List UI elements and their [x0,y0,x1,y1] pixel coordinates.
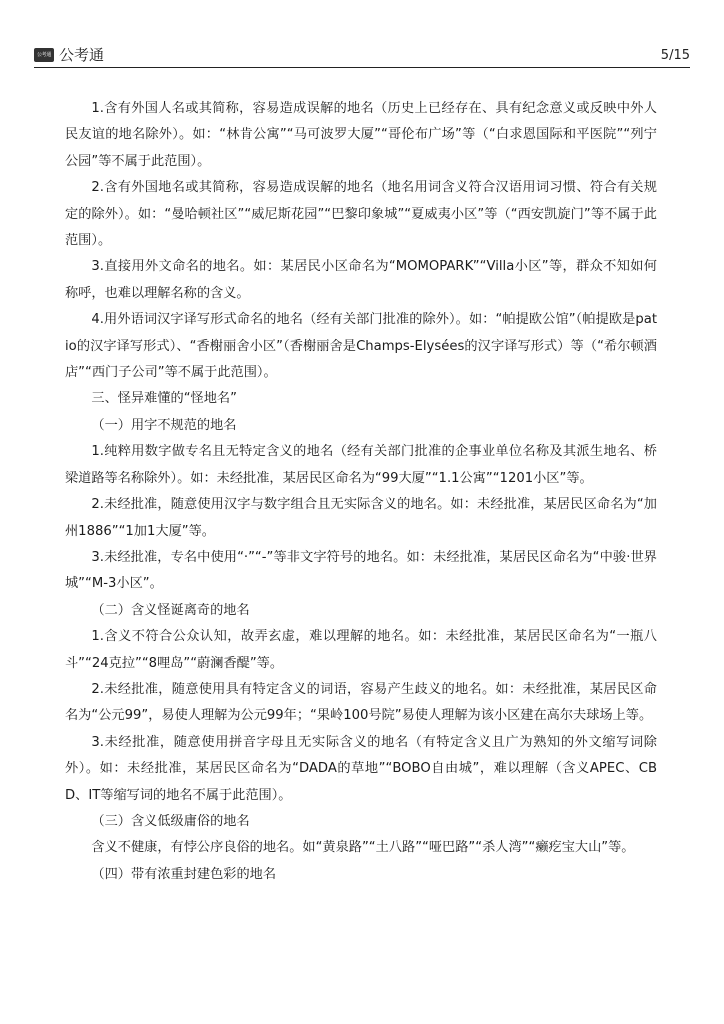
subsection-heading: （三）含义低级庸俗的地名 [91,813,250,829]
paragraph: 3.未经批准，专名中使用“·”“-”等非文字符号的地名。如：未经批准，某居民区命名为“中骏·世界城”“M-3小区”。 [65,549,657,592]
subsection-heading: （二）含义怪诞离奇的地名 [91,602,250,618]
subsection-heading: （四）带有浓重封建色彩的地名 [91,866,277,882]
paragraph: 3.未经批准，随意使用拼音字母且无实际含义的地名（有特定含义且广为熟知的外文缩写词除外）。如：未经批准，某居民区命名为“DADA的草地”“BOBO自由城”，难以理解（含义APEC、CBD、IT等缩写词的地名不属于此范围）。 [65,734,657,803]
brand-logo-icon [34,48,54,62]
page-header [34,44,690,68]
paragraph: 2.未经批准，随意使用汉字与数字组合且无实际含义的地名。如：未经批准，某居民区命名为“加州1886”“1加1大厦”等。 [65,497,657,539]
paragraph: 1.含有外国人名或其简称，容易造成误解的地名（历史上已经存在、具有纪念意义或反映中外人民友谊的地名除外）。如：“林肯公寓”“马可波罗大厦”“哥伦布广场”等（“白求恩国际和平医院”“列宁公园”等不属于此范围）。 [65,101,657,169]
page-number: 5/15 [660,48,690,63]
paragraph: 2.含有外国地名或其简称，容易造成误解的地名（地名用词含义符合汉语用词习惯、符合有关规定的除外）。如：“曼哈顿社区”“威尼斯花园”“巴黎印象城”“夏威夷小区”等（“西安凯旋门”等不属于此范围）。 [65,180,657,249]
brand-name: 公考通 [59,46,105,64]
subsection-heading: （一）用字不规范的地名 [91,417,237,433]
logo-text: 公考通 [36,52,52,58]
paragraph: 3.直接用外文命名的地名。如：某居民小区命名为“MOMOPARK”“Villa小区”等，群众不知如何称呼，也难以理解名称的含义。 [65,259,657,301]
paragraph: 4.用外语词汉字译写形式命名的地名（经有关部门批准的除外）。如：“帕提欧公馆”（帕提欧是patio的汉字译写形式）、“香榭丽舍小区”（香榭丽舍是Champs-Elysées的汉字译写形式）等（“希尔顿酒店”“西门子公司”等不属于此范围）。 [65,312,657,381]
paragraph: 1.含义不符合公众认知，故弄玄虚，难以理解的地名。如：未经批准，某居民区命名为“一瓶八斗”“24克拉”“8哩岛”“蔚澜香醍”等。 [65,629,657,671]
section-heading: 三、怪异难懂的“怪地名” [91,391,237,407]
paragraph: 含义不健康，有悖公序良俗的地名。如“黄泉路”“土八路”“哑巴路”“杀人湾”“癞疙宝大山”等。 [91,840,635,856]
paragraph: 2.未经批准，随意使用具有特定含义的词语，容易产生歧义的地名。如：未经批准，某居民区命名为“公元99”，易使人理解为公元99年；“果岭100号院”易使人理解为该小区建在高尔夫球场上等。 [65,681,657,724]
paragraph: 1.纯粹用数字做专名且无特定含义的地名（经有关部门批准的企事业单位名称及其派生地名、桥梁道路等名称除外）。如：未经批准，某居民区命名为“99大厦”“1.1公寓”“1201小区”等。 [65,444,657,486]
header-divider [34,67,690,68]
document-body [65,96,657,888]
